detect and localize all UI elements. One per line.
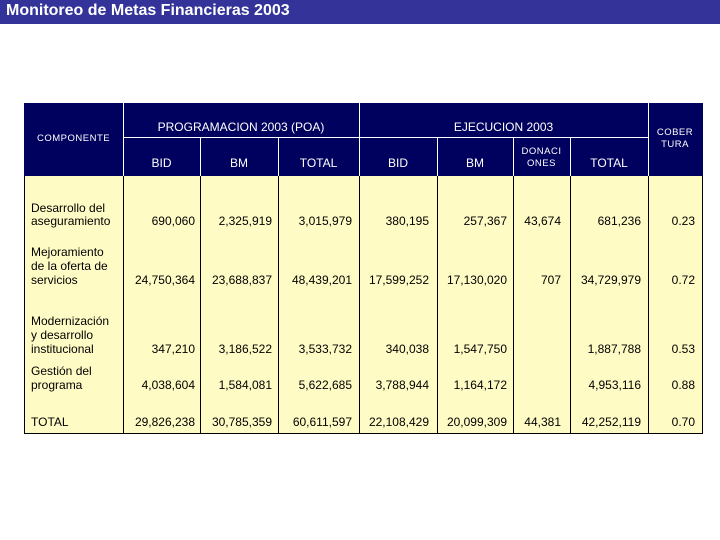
row-label-line: aseguramiento [31, 214, 111, 228]
cell-ejec-bm: 1,164,172 [453, 378, 507, 392]
cell-cobertura: 0.53 [671, 342, 695, 356]
row-label-line: de la oferta de [31, 259, 108, 273]
cell-donaciones: 707 [540, 273, 561, 287]
cell-cobertura: 0.88 [671, 378, 695, 392]
cell-prog-total: 48,439,201 [291, 273, 352, 287]
row-label-line: Gestión del [31, 364, 92, 378]
cell-prog-bm: 2,325,919 [218, 214, 272, 228]
header-prog-bid: BID [151, 156, 172, 170]
cell-cobertura: 0.72 [671, 273, 695, 287]
header-ejec-bid: BID [387, 156, 408, 170]
cell-prog-bm: 1,584,081 [218, 378, 272, 392]
row-label-line: Desarrollo del [31, 201, 106, 215]
header-prog-bm: BM [230, 156, 248, 170]
cell-ejec-bm: 20,099,309 [446, 415, 507, 429]
cell-prog-total: 3,533,732 [298, 342, 352, 356]
cell-prog-bm: 30,785,359 [211, 415, 272, 429]
row-label-line: Mejoramiento [31, 245, 104, 259]
row-label-line: TOTAL [31, 415, 69, 429]
cell-ejec-bm: 17,130,020 [446, 273, 507, 287]
cell-ejec-bid: 380,195 [385, 214, 429, 228]
cell-donaciones: 44,381 [524, 415, 561, 429]
cell-ejec-bid: 340,038 [385, 342, 429, 356]
cell-prog-total: 5,622,685 [298, 378, 352, 392]
cell-ejec-bm: 1,547,750 [453, 342, 507, 356]
cell-cobertura: 0.23 [671, 214, 695, 228]
cell-prog-bm: 23,688,837 [211, 273, 272, 287]
header-ejecucion: EJECUCION 2003 [453, 120, 554, 134]
row-label-line: programa [31, 378, 83, 392]
cell-prog-bid: 4,038,604 [141, 378, 195, 392]
header-cobertura-2: TURA [661, 139, 689, 150]
cell-ejec-total: 681,236 [597, 214, 641, 228]
header-ejec-total: TOTAL [590, 156, 628, 170]
cell-ejec-bid: 17,599,252 [368, 273, 429, 287]
cell-cobertura: 0.70 [671, 415, 695, 429]
row-label-line: y desarrollo [31, 328, 94, 342]
row-label-line: servicios [31, 273, 78, 287]
cell-ejec-bm: 257,367 [463, 214, 507, 228]
header-prog-total: TOTAL [299, 156, 338, 170]
cell-prog-bm: 3,186,522 [218, 342, 272, 356]
cell-prog-total: 60,611,597 [292, 415, 352, 429]
header-donaciones-1: DONACI [521, 146, 562, 157]
cell-ejec-total: 4,953,116 [588, 378, 641, 392]
row-label-line: Modernización [31, 314, 110, 328]
cell-donaciones: 43,674 [524, 214, 561, 228]
cell-prog-bid: 24,750,364 [134, 273, 195, 287]
cell-ejec-bid: 3,788,944 [375, 378, 429, 392]
header-programacion: PROGRAMACION 2003 (POA) [157, 120, 325, 134]
cell-prog-bid: 29,826,238 [134, 415, 195, 429]
page-title: Monitoreo de Metas Financieras 2003 [6, 2, 290, 19]
row-label-line: institucional [31, 342, 94, 356]
header-donaciones-2: ONES [527, 158, 556, 169]
cell-prog-bid: 347,210 [151, 342, 195, 356]
cell-ejec-total: 34,729,979 [580, 273, 641, 287]
header-componente: COMPONENTE [37, 133, 111, 144]
cell-ejec-bid: 22,108,429 [368, 415, 429, 429]
cell-ejec-total: 42,252,119 [581, 415, 641, 429]
header-cobertura-1: COBER [656, 127, 694, 138]
cell-prog-bid: 690,060 [151, 214, 195, 228]
header-ejec-bm: BM [466, 156, 484, 170]
cell-ejec-total: 1,887,788 [587, 342, 641, 356]
cell-prog-total: 3,015,979 [298, 214, 352, 228]
